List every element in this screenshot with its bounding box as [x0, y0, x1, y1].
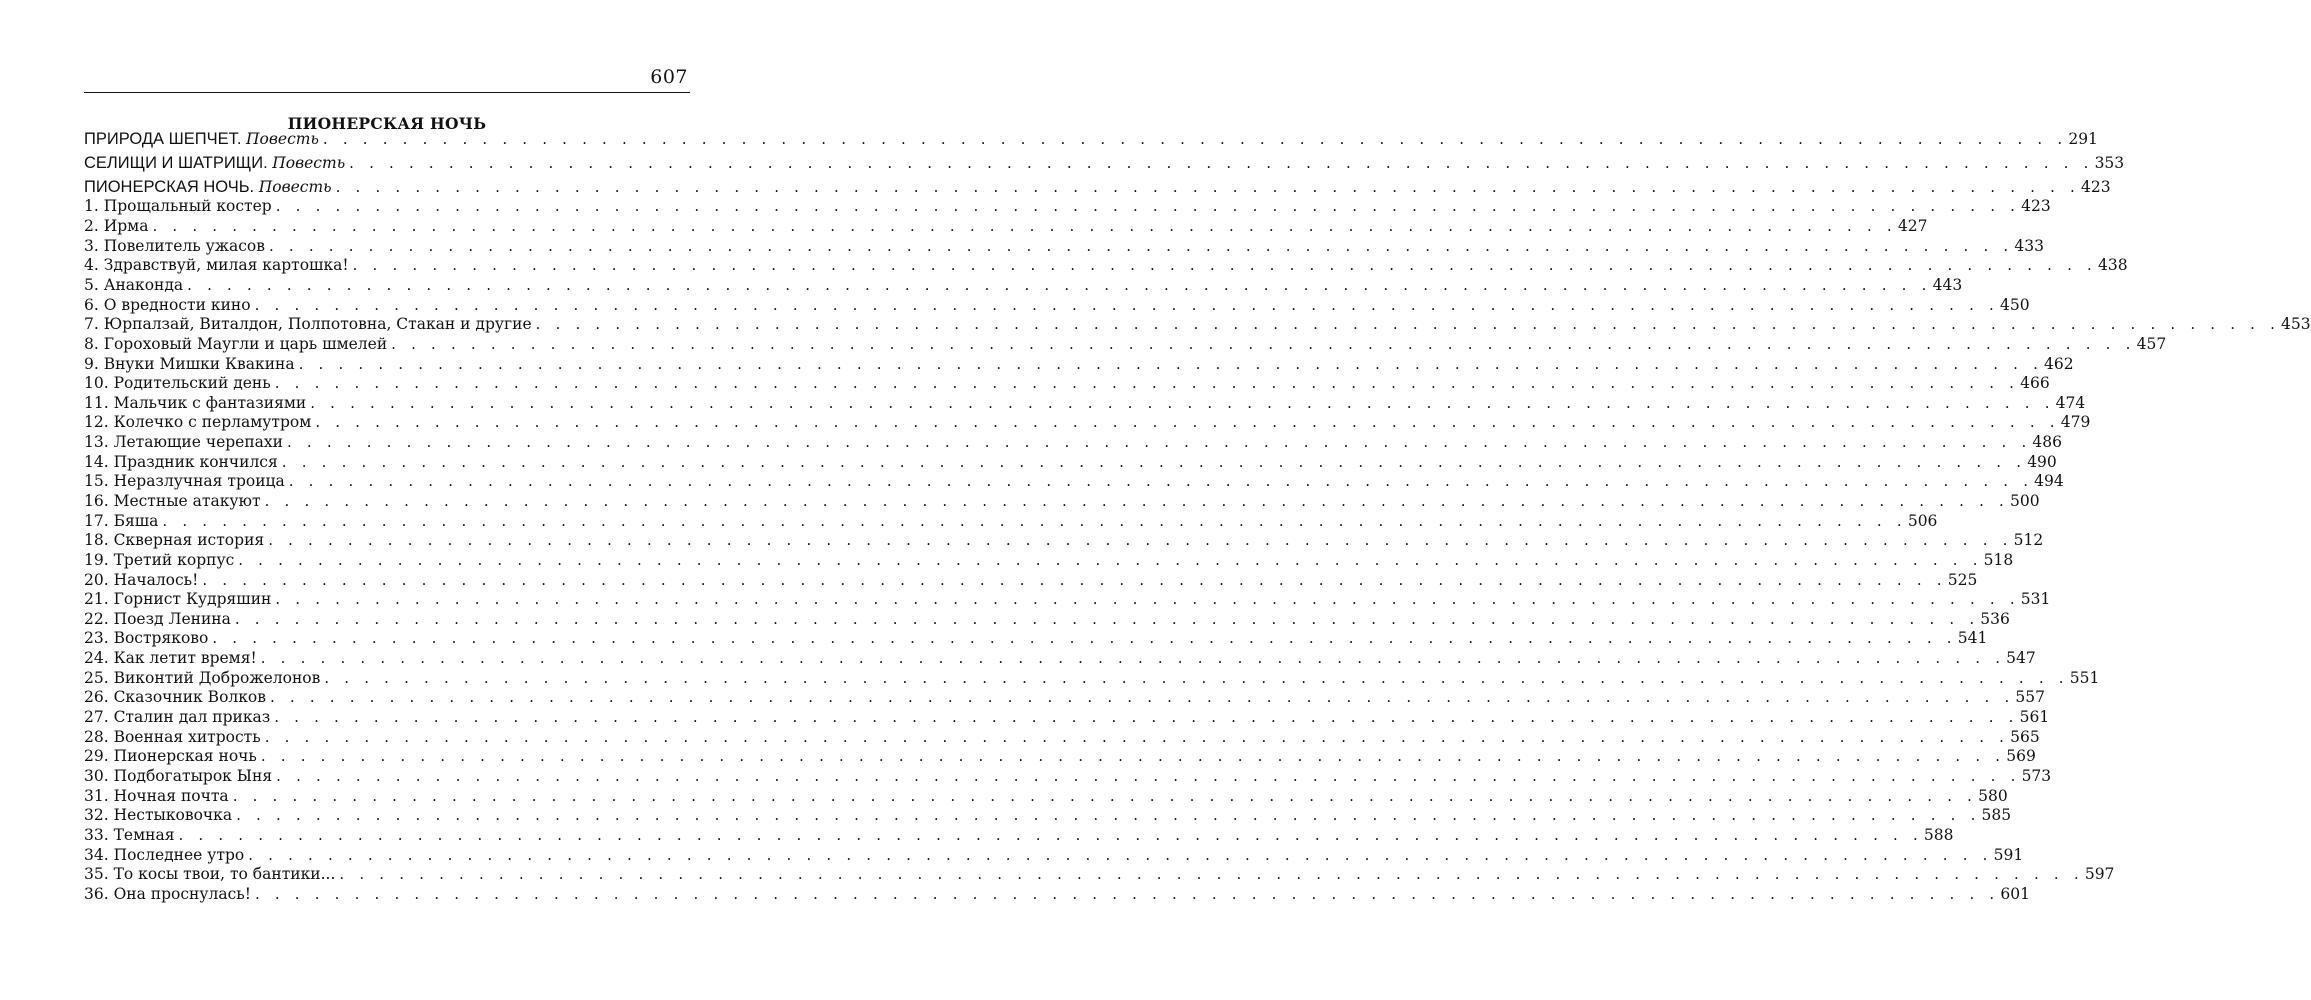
toc-entry — [84, 177, 2111, 198]
toc-entry-page: 597 — [2084, 865, 2115, 884]
toc-entry-page: 565 — [2010, 727, 2040, 746]
toc-entry-title: 29. Пионерская ночь — [84, 747, 257, 766]
toc-entry — [84, 550, 2014, 571]
toc-entry-title: 6. О вредности кино — [84, 295, 251, 314]
dot-leader: . . . . . . . . . . . . . . . . . . . . . . . . . . . . . . . . . . . . . . . . . . . . . . . . . . . . . . . . . . . . . . . . . . . . . . . . . . . . . . . . . . . . . . . . — [335, 177, 2081, 196]
toc-entry-page: 585 — [1981, 806, 2012, 825]
toc-entry — [84, 806, 2012, 826]
dot-leader: . . . . . . . . . . . . . . . . . . . . . . . . . . . . . . . . . . . . . . . . . . . . . . . . . . . . . . . . . . . . . . . . . . . . . . . . . . . . . . . . . . . . . . . . — [535, 315, 2281, 334]
toc-entry — [84, 688, 2046, 708]
toc-entry — [84, 708, 2050, 728]
toc-entry-title: 7. Юрпалзай, Виталдон, Полпотовна, Стакан и другие — [84, 315, 532, 334]
toc-entry-page: 512 — [2013, 531, 2044, 550]
toc-entry-title: 1. Прощальный костер — [84, 197, 272, 216]
toc-entry — [84, 217, 1928, 237]
toc-entry — [84, 747, 2036, 767]
toc-entry-page: 541 — [1957, 629, 1988, 648]
toc-entry-title: ПРИРОДА ШЕПЧЕТ. — [84, 130, 242, 148]
toc-entry-genre: Повесть — [258, 177, 332, 196]
dot-leader: . . . . . . . . . . . . . . . . . . . . . . . . . . . . . . . . . . . . . . . . . . . . . . . . . . . . . . . . . . . . . . . . . . . . . . . . . . . . . . . . . . . . . . . . — [236, 806, 1981, 825]
toc-entry — [84, 130, 2098, 154]
dot-leader: . . . . . . . . . . . . . . . . . . . . . . . . . . . . . . . . . . . . . . . . . . . . . . . . . . . . . . . . . . . . . . . . . . . . . . . . . . . . . . . . . . . . . . . . — [352, 256, 2098, 275]
toc-entry-title: 32. Нестыковочка — [84, 806, 233, 825]
toc-entry-page: 443 — [1932, 275, 1963, 294]
toc-entry-page: 557 — [2015, 688, 2046, 707]
toc-entry — [84, 153, 2125, 178]
toc-entry-title: 2. Ирма — [84, 217, 149, 236]
toc-entry-page: 580 — [1978, 786, 2008, 805]
toc-entry-page: 547 — [2006, 649, 2036, 668]
toc-entry-page: 450 — [2000, 295, 2030, 314]
dot-leader: . . . . . . . . . . . . . . . . . . . . . . . . . . . . . . . . . . . . . . . . . . . . . . . . . . . . . . . . . . . . . . . . . . . . . . . . . . . . . . . . . . . . . . . . — [202, 570, 1947, 589]
dot-leader: . . . . . . . . . . . . . . . . . . . . . . . . . . . . . . . . . . . . . . . . . . . . . . . . . . . . . . . . . . . . . . . . . . . . . . . . . . . . . . . . . . . . . . . . — [298, 354, 2044, 373]
toc-entry — [84, 590, 2051, 610]
toc-entry-page: 462 — [2044, 354, 2074, 373]
toc-entry — [84, 197, 2051, 217]
dot-leader: . . . . . . . . . . . . . . . . . . . . . . . . . . . . . . . . . . . . . . . . . . . . . . . . . . . . . . . . . . . . . . . . . . . . . . . . . . . . . . . . . . . . . . . . — [349, 153, 2094, 172]
toc-entry — [84, 570, 1978, 591]
toc-entry — [84, 845, 2024, 866]
dot-leader: . . . . . . . . . . . . . . . . . . . . . . . . . . . . . . . . . . . . . . . . . . . . . . . . . . . . . . . . . . . . . . . . . . . . . . . . . . . . . . . . . . . . . . . . — [238, 550, 1983, 569]
dot-leader: . . . . . . . . . . . . . . . . . . . . . . . . . . . . . . . . . . . . . . . . . . . . . . . . . . . . . . . . . . . . . . . . . . . . . . . . . . . . . . . . . . . . . . . . — [162, 511, 1907, 530]
toc-entry-title: 25. Виконтий Доброжелонов — [84, 668, 321, 687]
dot-leader: . . . . . . . . . . . . . . . . . . . . . . . . . . . . . . . . . . . . . . . . . . . . . . . . . . . . . . . . . . . . . . . . . . . . . . . . . . . . . . . . . . . . . . . . — [275, 197, 2021, 216]
toc-entry-page: 531 — [2020, 590, 2051, 609]
toc-entry-page: 518 — [1983, 550, 2014, 569]
toc-entry — [84, 609, 2010, 630]
header-rule — [84, 92, 690, 93]
dot-leader: . . . . . . . . . . . . . . . . . . . . . . . . . . . . . . . . . . . . . . . . . . . . . . . . . . . . . . . . . . . . . . . . . . . . . . . . . . . . . . . . . . . . . . . . — [274, 374, 2020, 393]
toc-entry-title: 9. Внуки Мишки Квакина — [84, 354, 295, 373]
toc-entry — [84, 766, 2052, 787]
dot-leader: . . . . . . . . . . . . . . . . . . . . . . . . . . . . . . . . . . . . . . . . . . . . . . . . . . . . . . . . . . . . . . . . . . . . . . . . . . . . . . . . . . . . . . . . — [275, 590, 2020, 609]
toc-entry-title: 19. Третий корпус — [84, 550, 235, 569]
toc-entry-title: 35. То косы твои, то бантики... — [84, 865, 336, 884]
toc-entry — [84, 668, 2100, 689]
toc-entry-title: СЕЛИЩИ И ШАТРИЩИ. — [84, 153, 268, 172]
toc-entry-title: 18. Скверная история — [84, 531, 265, 550]
dot-leader: . . . . . . . . . . . . . . . . . . . . . . . . . . . . . . . . . . . . . . . . . . . . . . . . . . . . . . . . . . . . . . . . . . . . . . . . . . . . . . . . . . . . . . . . — [322, 130, 2068, 148]
toc-entry — [84, 354, 2074, 375]
section-title: ПИОНЕРСКАЯ НОЧЬ — [287, 114, 487, 133]
toc-entry — [84, 334, 2167, 355]
toc-entry-title: 23. Востряково — [84, 629, 209, 648]
toc-entry — [84, 275, 1963, 296]
toc-entry — [84, 531, 2044, 551]
toc-entry — [84, 727, 2040, 748]
toc-entry-title: 28. Военная хитрость — [84, 727, 261, 746]
toc-entry — [84, 413, 2091, 433]
toc-entry-page: 474 — [2055, 393, 2086, 412]
toc-entry-title: 22. Поезд Ленина — [84, 609, 231, 628]
toc-entry-page: 423 — [2081, 177, 2111, 196]
toc-entry-page: 536 — [1980, 609, 2010, 628]
dot-leader: . . . . . . . . . . . . . . . . . . . . . . . . . . . . . . . . . . . . . . . . . . . . . . . . . . . . . . . . . . . . . . . . . . . . . . . . . . . . . . . . . . . . . . . . — [268, 531, 2013, 550]
toc-entry-page: 573 — [2021, 766, 2052, 785]
toc-entry-page: 490 — [2027, 452, 2057, 471]
dot-leader: . . . . . . . . . . . . . . . . . . . . . . . . . . . . . . . . . . . . . . . . . . . . . . . . . . . . . . . . . . . . . . . . . . . . . . . . . . . . . . . . . . . . . . . . — [187, 275, 1932, 294]
toc-entry-page: 457 — [2136, 334, 2167, 353]
toc-entry — [84, 374, 2050, 394]
toc-entry — [84, 393, 2086, 414]
dot-leader: . . . . . . . . . . . . . . . . . . . . . . . . . . . . . . . . . . . . . . . . . . . . . . . . . . . . . . . . . . . . . . . . . . . . . . . . . . . . . . . . . . . . . . . . — [260, 649, 2006, 668]
toc-entry-title: 14. Праздник кончился — [84, 452, 278, 471]
toc-entry-page: 569 — [2006, 747, 2036, 766]
toc-entry-title: 30. Подбогатырок Ыня — [84, 766, 273, 785]
dot-leader: . . . . . . . . . . . . . . . . . . . . . . . . . . . . . . . . . . . . . . . . . . . . . . . . . . . . . . . . . . . . . . . . . . . . . . . . . . . . . . . . . . . . . . . . — [310, 393, 2055, 412]
dot-leader: . . . . . . . . . . . . . . . . . . . . . . . . . . . . . . . . . . . . . . . . . . . . . . . . . . . . . . . . . . . . . . . . . . . . . . . . . . . . . . . . . . . . . . . . — [288, 472, 2034, 491]
toc-entry-title: 27. Сталин дал приказ — [84, 708, 271, 727]
dot-leader: . . . . . . . . . . . . . . . . . . . . . . . . . . . . . . . . . . . . . . . . . . . . . . . . . . . . . . . . . . . . . . . . . . . . . . . . . . . . . . . . . . . . . . . . — [232, 786, 1978, 805]
toc-entry — [84, 236, 2044, 257]
toc-entry-title: 26. Сказочник Волков — [84, 688, 266, 707]
toc-entry-page: 506 — [1907, 511, 1938, 530]
toc-entry — [84, 786, 2008, 807]
toc-entry-page: 291 — [2068, 130, 2098, 148]
toc-entry-genre: Повесть — [246, 130, 319, 148]
toc-entry-title: ПИОНЕРСКАЯ НОЧЬ. — [84, 177, 255, 196]
toc-entry — [84, 315, 2311, 335]
toc-entry-page: 551 — [2069, 668, 2100, 687]
dot-leader: . . . . . . . . . . . . . . . . . . . . . . . . . . . . . . . . . . . . . . . . . . . . . . . . . . . . . . . . . . . . . . . . . . . . . . . . . . . . . . . . . . . . . . . . — [178, 825, 1923, 844]
toc-entry-title: 8. Гороховый Маугли и царь шмелей — [84, 334, 388, 353]
toc-entry-page: 601 — [2000, 884, 2030, 903]
dot-leader: . . . . . . . . . . . . . . . . . . . . . . . . . . . . . . . . . . . . . . . . . . . . . . . . . . . . . . . . . . . . . . . . . . . . . . . . . . . . . . . . . . . . . . . . — [268, 236, 2014, 255]
toc-entry — [84, 492, 2040, 512]
dot-leader: . . . . . . . . . . . . . . . . . . . . . . . . . . . . . . . . . . . . . . . . . . . . . . . . . . . . . . . . . . . . . . . . . . . . . . . . . . . . . . . . . . . . . . . . — [152, 217, 1897, 236]
dot-leader: . . . . . . . . . . . . . . . . . . . . . . . . . . . . . . . . . . . . . . . . . . . . . . . . . . . . . . . . . . . . . . . . . . . . . . . . . . . . . . . . . . . . . . . . — [234, 609, 1980, 628]
toc-entry — [84, 884, 2030, 905]
dot-leader: . . . . . . . . . . . . . . . . . . . . . . . . . . . . . . . . . . . . . . . . . . . . . . . . . . . . . . . . . . . . . . . . . . . . . . . . . . . . . . . . . . . . . . . . — [212, 629, 1957, 648]
toc-entry-page: 353 — [2094, 153, 2125, 172]
dot-leader: . . . . . . . . . . . . . . . . . . . . . . . . . . . . . . . . . . . . . . . . . . . . . . . . . . . . . . . . . . . . . . . . . . . . . . . . . . . . . . . . . . . . . . . . — [315, 413, 2060, 432]
toc-entry-title: 33. Темная — [84, 825, 175, 844]
dot-leader: . . . . . . . . . . . . . . . . . . . . . . . . . . . . . . . . . . . . . . . . . . . . . . . . . . . . . . . . . . . . . . . . . . . . . . . . . . . . . . . . . . . . . . . . — [254, 295, 1999, 314]
toc-entry-page: 500 — [2010, 492, 2040, 510]
toc-entry-page: 591 — [1993, 845, 2024, 864]
toc-entry-title: 36. Она проснулась! — [84, 884, 251, 903]
toc-entry-title: 20. Началось! — [84, 570, 199, 589]
dot-leader: . . . . . . . . . . . . . . . . . . . . . . . . . . . . . . . . . . . . . . . . . . . . . . . . . . . . . . . . . . . . . . . . . . . . . . . . . . . . . . . . . . . . . . . . — [324, 668, 2069, 687]
toc-entry — [84, 629, 1988, 649]
toc-entry-title: 16. Местные атакуют — [84, 492, 261, 510]
dot-leader: . . . . . . . . . . . . . . . . . . . . . . . . . . . . . . . . . . . . . . . . . . . . . . . . . . . . . . . . . . . . . . . . . . . . . . . . . . . . . . . . . . . . . . . . — [260, 747, 2006, 766]
toc-entry — [84, 511, 1938, 532]
toc-entry — [84, 649, 2036, 669]
page-number: 607 — [650, 66, 688, 88]
table-of-contents — [84, 130, 2311, 904]
toc-entry — [84, 452, 2057, 473]
toc-entry-page: 561 — [2019, 708, 2050, 727]
dot-leader: . . . . . . . . . . . . . . . . . . . . . . . . . . . . . . . . . . . . . . . . . . . . . . . . . . . . . . . . . . . . . . . . . . . . . . . . . . . . . . . . . . . . . . . . — [391, 334, 2136, 353]
toc-entry-title: 21. Горнист Кудряшин — [84, 590, 272, 609]
toc-entry-page: 479 — [2060, 413, 2091, 432]
dot-leader: . . . . . . . . . . . . . . . . . . . . . . . . . . . . . . . . . . . . . . . . . . . . . . . . . . . . . . . . . . . . . . . . . . . . . . . . . . . . . . . . . . . . . . . . — [254, 884, 2000, 903]
toc-entry-title: 10. Родительский день — [84, 374, 271, 393]
dot-leader: . . . . . . . . . . . . . . . . . . . . . . . . . . . . . . . . . . . . . . . . . . . . . . . . . . . . . . . . . . . . . . . . . . . . . . . . . . . . . . . . . . . . . . . . — [287, 433, 2032, 452]
toc-entry — [84, 256, 2128, 276]
toc-entry-page: 486 — [2032, 433, 2063, 452]
toc-entry-title: 31. Ночная почта — [84, 786, 229, 805]
dot-leader: . . . . . . . . . . . . . . . . . . . . . . . . . . . . . . . . . . . . . . . . . . . . . . . . . . . . . . . . . . . . . . . . . . . . . . . . . . . . . . . . . . . . . . . . — [339, 865, 2084, 884]
toc-entry-page: 494 — [2034, 472, 2064, 491]
toc-entry-title: 13. Летающие черепахи — [84, 433, 283, 452]
toc-entry-page: 466 — [2020, 374, 2050, 393]
dot-leader: . . . . . . . . . . . . . . . . . . . . . . . . . . . . . . . . . . . . . . . . . . . . . . . . . . . . . . . . . . . . . . . . . . . . . . . . . . . . . . . . . . . . . . . . — [264, 727, 2010, 746]
toc-entry-title: 3. Повелитель ужасов — [84, 236, 265, 255]
dot-leader: . . . . . . . . . . . . . . . . . . . . . . . . . . . . . . . . . . . . . . . . . . . . . . . . . . . . . . . . . . . . . . . . . . . . . . . . . . . . . . . . . . . . . . . . — [276, 766, 2021, 785]
toc-entry-page: 427 — [1897, 217, 1928, 236]
toc-entry-page: 433 — [2014, 236, 2044, 255]
toc-entry — [84, 433, 2063, 453]
toc-entry-page: 525 — [1947, 570, 1978, 589]
toc-entry-title: 34. Последнее утро — [84, 845, 245, 864]
dot-leader: . . . . . . . . . . . . . . . . . . . . . . . . . . . . . . . . . . . . . . . . . . . . . . . . . . . . . . . . . . . . . . . . . . . . . . . . . . . . . . . . . . . . . . . . — [270, 688, 2015, 707]
toc-entry — [84, 865, 2115, 885]
toc-entry — [84, 295, 2030, 316]
toc-entry-title: 24. Как летит время! — [84, 649, 257, 668]
toc-entry-title: 15. Неразлучная троица — [84, 472, 285, 491]
dot-leader: . . . . . . . . . . . . . . . . . . . . . . . . . . . . . . . . . . . . . . . . . . . . . . . . . . . . . . . . . . . . . . . . . . . . . . . . . . . . . . . . . . . . . . . . — [264, 492, 2009, 510]
toc-entry-title: 17. Бяша — [84, 511, 159, 530]
toc-entry — [84, 472, 2064, 492]
toc-entry-page: 423 — [2021, 197, 2051, 216]
toc-entry — [84, 825, 1954, 846]
toc-entry-title: 11. Мальчик с фантазиями — [84, 393, 307, 412]
toc-entry-title: 12. Колечко с перламутром — [84, 413, 312, 432]
toc-entry-title: 4. Здравствуй, милая картошка! — [84, 256, 349, 275]
dot-leader: . . . . . . . . . . . . . . . . . . . . . . . . . . . . . . . . . . . . . . . . . . . . . . . . . . . . . . . . . . . . . . . . . . . . . . . . . . . . . . . . . . . . . . . . — [281, 452, 2027, 471]
dot-leader: . . . . . . . . . . . . . . . . . . . . . . . . . . . . . . . . . . . . . . . . . . . . . . . . . . . . . . . . . . . . . . . . . . . . . . . . . . . . . . . . . . . . . . . . — [274, 708, 2019, 727]
toc-entry-title: 5. Анаконда — [84, 275, 184, 294]
toc-entry-page: 453 — [2281, 315, 2311, 334]
toc-entry-page: 438 — [2098, 256, 2128, 275]
toc-entry-genre: Повесть — [272, 153, 346, 172]
dot-leader: . . . . . . . . . . . . . . . . . . . . . . . . . . . . . . . . . . . . . . . . . . . . . . . . . . . . . . . . . . . . . . . . . . . . . . . . . . . . . . . . . . . . . . . . — [248, 845, 1993, 864]
toc-entry-page: 588 — [1923, 825, 1954, 844]
